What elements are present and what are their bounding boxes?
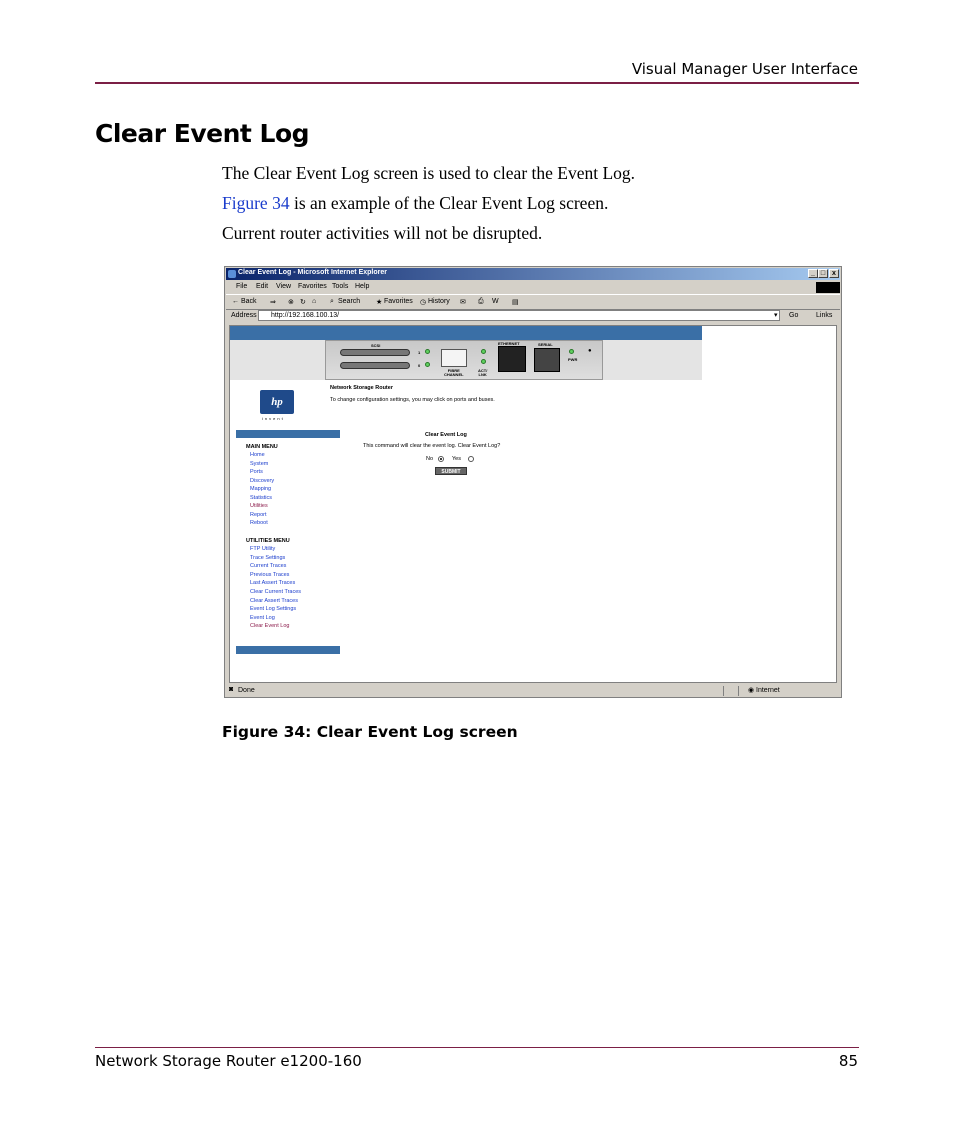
port-1-label: 1 bbox=[418, 350, 421, 355]
nav-utilities[interactable]: Utilities bbox=[250, 503, 268, 509]
body-text: is an example of the Clear Event Log screen. bbox=[289, 193, 609, 213]
window-titlebar bbox=[226, 268, 840, 280]
minimize-button[interactable]: _ bbox=[808, 269, 818, 278]
submit-button[interactable]: SUBMIT bbox=[435, 467, 467, 475]
status-separator bbox=[723, 686, 724, 696]
power-led bbox=[569, 349, 574, 354]
stop-icon[interactable]: ⊗ bbox=[288, 299, 294, 306]
nav-clear-event-log[interactable]: Clear Event Log bbox=[250, 623, 290, 629]
address-label: Address bbox=[231, 312, 257, 319]
status-zone: Internet bbox=[756, 687, 780, 694]
ethernet-port[interactable] bbox=[498, 346, 526, 372]
scsi-connector-1[interactable] bbox=[340, 349, 410, 356]
serial-port[interactable] bbox=[534, 348, 560, 372]
nav-bar-top bbox=[236, 430, 340, 438]
nav-previous-traces[interactable]: Previous Traces bbox=[250, 572, 290, 578]
nav-reboot[interactable]: Reboot bbox=[250, 520, 268, 526]
form-question: This command will clear the event log. Clear Event Log? bbox=[363, 443, 501, 449]
status-bar bbox=[226, 685, 840, 697]
fc-led-2 bbox=[481, 359, 486, 364]
scsi-0-led bbox=[425, 362, 430, 367]
scsi-label: SCSI bbox=[371, 343, 381, 348]
body-paragraph: Current router activities will not be disrupted. bbox=[222, 223, 543, 243]
port-0-label: 0 bbox=[418, 363, 421, 368]
router-front-panel[interactable] bbox=[325, 340, 603, 380]
scsi-connector-0[interactable] bbox=[340, 362, 410, 369]
running-head: Visual Manager User Interface bbox=[631, 60, 858, 78]
footer-rule bbox=[95, 1047, 859, 1048]
discuss-icon[interactable]: ▤ bbox=[512, 299, 519, 306]
nav-clear-current-traces[interactable]: Clear Current Traces bbox=[250, 589, 302, 595]
header-rule bbox=[95, 82, 859, 84]
nav-event-log[interactable]: Event Log bbox=[250, 615, 275, 621]
page-hint: To change configuration settings, you may click on ports and buses. bbox=[330, 397, 495, 403]
dropdown-arrow-icon[interactable]: ▾ bbox=[774, 312, 778, 319]
nav-event-log-settings[interactable]: Event Log Settings bbox=[250, 606, 297, 612]
menu-tools[interactable]: Tools bbox=[332, 283, 349, 290]
maximize-button[interactable]: □ bbox=[818, 269, 828, 278]
browser-screenshot bbox=[224, 266, 842, 698]
menu-view[interactable]: View bbox=[276, 283, 292, 290]
history-icon: ◷ bbox=[420, 299, 427, 306]
mail-icon[interactable]: ✉ bbox=[460, 299, 466, 306]
refresh-icon[interactable]: ↻ bbox=[300, 299, 306, 306]
hp-logo: hp bbox=[260, 390, 294, 414]
main-menu-heading: MAIN MENU bbox=[246, 444, 278, 450]
router-panel bbox=[230, 340, 702, 380]
menu-file[interactable]: File bbox=[236, 283, 248, 290]
figure-link[interactable]: Figure 34 bbox=[222, 193, 290, 213]
nav-last-assert-traces[interactable]: Last Assert Traces bbox=[250, 580, 296, 586]
menu-favorites[interactable]: Favorites bbox=[298, 283, 327, 290]
menu-bar bbox=[226, 281, 840, 293]
menu-help[interactable]: Help bbox=[355, 283, 370, 290]
search-icon: ⌕ bbox=[330, 298, 334, 305]
search-button[interactable]: Search bbox=[338, 298, 361, 305]
footer-title: Network Storage Router e1200-160 bbox=[95, 1052, 362, 1070]
option-yes-label: Yes bbox=[452, 456, 461, 462]
links-button[interactable]: Links bbox=[816, 312, 833, 319]
window-title: Clear Event Log - Microsoft Internet Explorer bbox=[238, 269, 387, 276]
nav-discovery[interactable]: Discovery bbox=[250, 478, 275, 484]
history-button[interactable]: History bbox=[428, 298, 450, 305]
menu-edit[interactable]: Edit bbox=[256, 283, 269, 290]
body-paragraph bbox=[222, 193, 608, 214]
section-title: Clear Event Log bbox=[95, 119, 310, 148]
fibre-channel-port[interactable] bbox=[441, 349, 467, 367]
fc-led-1 bbox=[481, 349, 486, 354]
nav-ftp-utility[interactable]: FTP Utility bbox=[250, 546, 276, 552]
fibre-label: FIBRE CHANNEL bbox=[444, 368, 464, 377]
nav-system[interactable]: System bbox=[250, 461, 269, 467]
back-button[interactable]: Back bbox=[241, 298, 257, 305]
back-arrow-icon[interactable]: ← bbox=[232, 298, 239, 305]
favorites-icon: ★ bbox=[376, 299, 383, 306]
status-separator bbox=[738, 686, 739, 696]
page-number: 85 bbox=[838, 1052, 858, 1070]
radio-no[interactable] bbox=[438, 456, 444, 462]
forward-arrow-icon[interactable]: ⇒ bbox=[270, 299, 276, 306]
address-bar bbox=[226, 309, 840, 323]
close-button[interactable]: x bbox=[829, 269, 839, 278]
favorites-button[interactable]: Favorites bbox=[384, 298, 413, 305]
page-icon: ◙ bbox=[229, 686, 234, 693]
nav-home[interactable]: Home bbox=[250, 452, 265, 458]
status-text: Done bbox=[238, 687, 255, 694]
home-icon[interactable]: ⌂ bbox=[312, 298, 317, 305]
print-icon[interactable]: ⎙ bbox=[478, 298, 484, 305]
header-bar bbox=[230, 326, 702, 340]
nav-bar-bottom bbox=[236, 646, 340, 654]
body-paragraph: The Clear Event Log screen is used to clear the Event Log. bbox=[222, 163, 636, 183]
nav-ports[interactable]: Ports bbox=[250, 469, 263, 475]
page-heading: Network Storage Router bbox=[330, 385, 393, 391]
go-button[interactable]: Go bbox=[789, 312, 799, 319]
nav-clear-assert-traces[interactable]: Clear Assert Traces bbox=[250, 598, 298, 604]
scsi-1-led bbox=[425, 349, 430, 354]
serial-label: SERIAL bbox=[538, 342, 553, 347]
browser-toolbar bbox=[226, 294, 840, 310]
ie-icon bbox=[228, 270, 236, 278]
utilities-menu-heading: UTILITIES MENU bbox=[246, 538, 290, 544]
form-title: Clear Event Log bbox=[425, 432, 467, 438]
radio-yes[interactable] bbox=[468, 456, 474, 462]
nav-trace-settings[interactable]: Trace Settings bbox=[250, 555, 286, 561]
globe-icon: ◉ bbox=[748, 687, 755, 694]
act-lnk-label: ACT/ LNK bbox=[478, 368, 488, 377]
hp-invent-tagline: invent bbox=[262, 416, 285, 421]
status-dot-icon: ● bbox=[588, 348, 592, 354]
figure-caption: Figure 34: Clear Event Log screen bbox=[222, 723, 518, 741]
nav-current-traces[interactable]: Current Traces bbox=[250, 563, 287, 569]
nav-statistics[interactable]: Statistics bbox=[250, 495, 273, 501]
nav-report[interactable]: Report bbox=[250, 512, 267, 518]
option-no-label: No bbox=[426, 456, 434, 462]
ethernet-label: ETHERNET bbox=[498, 341, 520, 346]
nav-mapping[interactable]: Mapping bbox=[250, 486, 272, 492]
pwr-label: PWR bbox=[568, 357, 578, 362]
browser-viewport bbox=[229, 325, 837, 683]
edit-icon[interactable]: W bbox=[492, 298, 499, 305]
address-input[interactable]: http://192.168.100.13/ bbox=[258, 310, 780, 321]
windows-logo-icon bbox=[816, 282, 840, 293]
